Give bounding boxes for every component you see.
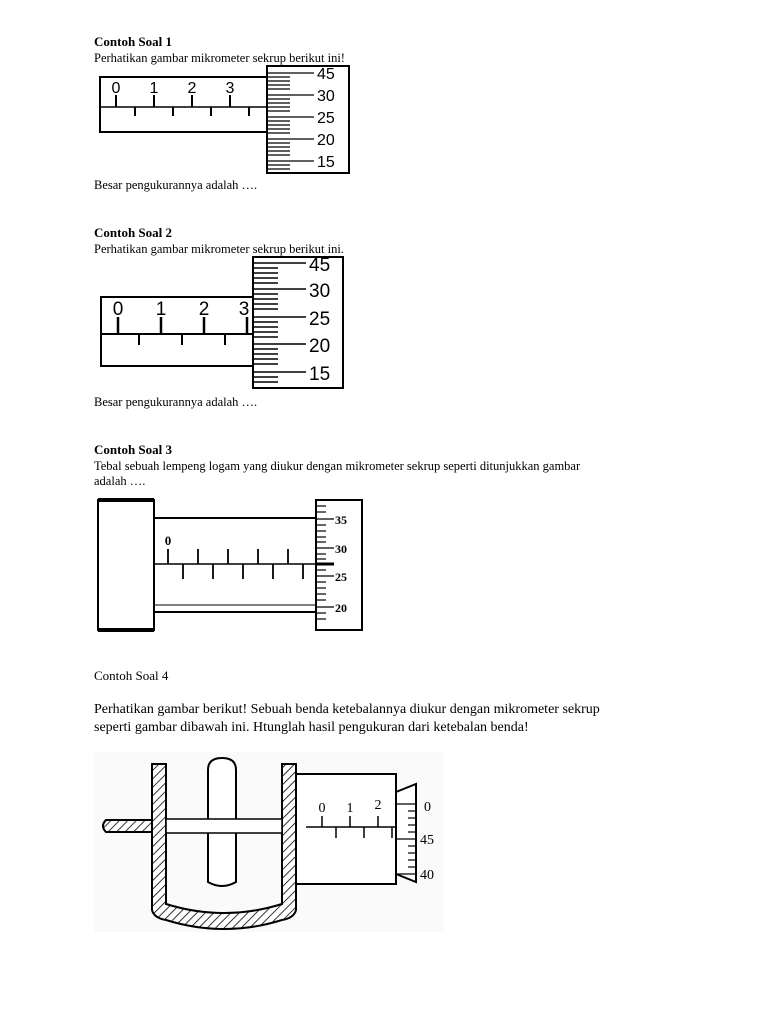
- q1-thimble-label: 30: [317, 88, 335, 105]
- q1-thimble-label: 20: [317, 132, 335, 149]
- q3-micrometer-diagram: [94, 496, 366, 636]
- q1-sleeve: [100, 77, 267, 132]
- q2-thimble-label: 45: [309, 255, 331, 276]
- q2-thimble-label: 20: [309, 336, 331, 357]
- q2-thimble-label: 30: [309, 281, 331, 302]
- q4-micrometer-diagram: [94, 752, 444, 932]
- q1-micrometer-diagram: [98, 64, 354, 176]
- q4-spindle: [166, 819, 282, 833]
- q2-main-label: 3: [238, 299, 250, 320]
- q1-thimble-label: 45: [317, 66, 335, 83]
- q2-title: Contoh Soal 2: [94, 225, 173, 240]
- q2-main-label: 0: [112, 299, 124, 320]
- q1-main-label: 0: [111, 80, 121, 97]
- q2-thimble-label: 15: [309, 364, 331, 385]
- q2-main-label: 1: [155, 299, 167, 320]
- q4-thimble-label: 0: [424, 800, 431, 815]
- q4-thimble-label: 40: [420, 868, 434, 883]
- q4-prompt-line2: seperti gambar dibawah ini. Htunglah hasil pengukuran dari ketebalan benda!: [94, 720, 529, 735]
- q1-thimble: [267, 66, 349, 173]
- q4-prompt-line1: Perhatikan gambar berikut! Sebuah benda ketebalannya diukur dengan mikrometer sekrup: [94, 702, 600, 717]
- q1-question: Besar pengukurannya adalah ….: [94, 178, 258, 192]
- q2-prompt: Perhatikan gambar mikrometer sekrup berikut ini.: [94, 242, 344, 256]
- q1-main-label: 2: [187, 80, 197, 97]
- q1-main-label: 1: [149, 80, 159, 97]
- q2-thimble-label: 25: [309, 309, 331, 330]
- q2-main-label: 2: [198, 299, 210, 320]
- q1-title: Contoh Soal 1: [94, 34, 173, 49]
- q2-question: Besar pengukurannya adalah ….: [94, 395, 258, 409]
- q4-main-label: 0: [318, 801, 326, 816]
- q3-main-label: 0: [164, 533, 172, 548]
- q3-sleeve: [154, 518, 316, 612]
- q3-thimble-label: 30: [335, 542, 347, 556]
- q1-prompt: Perhatikan gambar mikrometer sekrup berikut ini!: [94, 51, 345, 65]
- q3-prompt-line1: Tebal sebuah lempeng logam yang diukur dengan mikrometer sekrup seperti ditunjukkan gambar: [94, 459, 581, 473]
- q4-sleeve: [296, 774, 396, 884]
- q1-thimble-label: 15: [317, 154, 335, 171]
- q4-title: Contoh Soal 4: [94, 668, 169, 683]
- q3-prompt-line2: adalah ….: [94, 474, 146, 488]
- q2-micrometer-diagram: [98, 255, 348, 391]
- q3-thimble-label: 20: [335, 601, 347, 615]
- q3-thimble-label: 35: [335, 513, 347, 527]
- q1-thimble-label: 25: [317, 110, 335, 127]
- q2-sleeve: [101, 297, 253, 366]
- q3-thimble-label: 25: [335, 570, 347, 584]
- q3-title: Contoh Soal 3: [94, 442, 173, 457]
- q4-main-label: 2: [374, 798, 382, 813]
- q1-main-label: 3: [225, 80, 235, 97]
- q4-main-label: 1: [346, 801, 354, 816]
- q4-thimble-label: 45: [420, 833, 434, 848]
